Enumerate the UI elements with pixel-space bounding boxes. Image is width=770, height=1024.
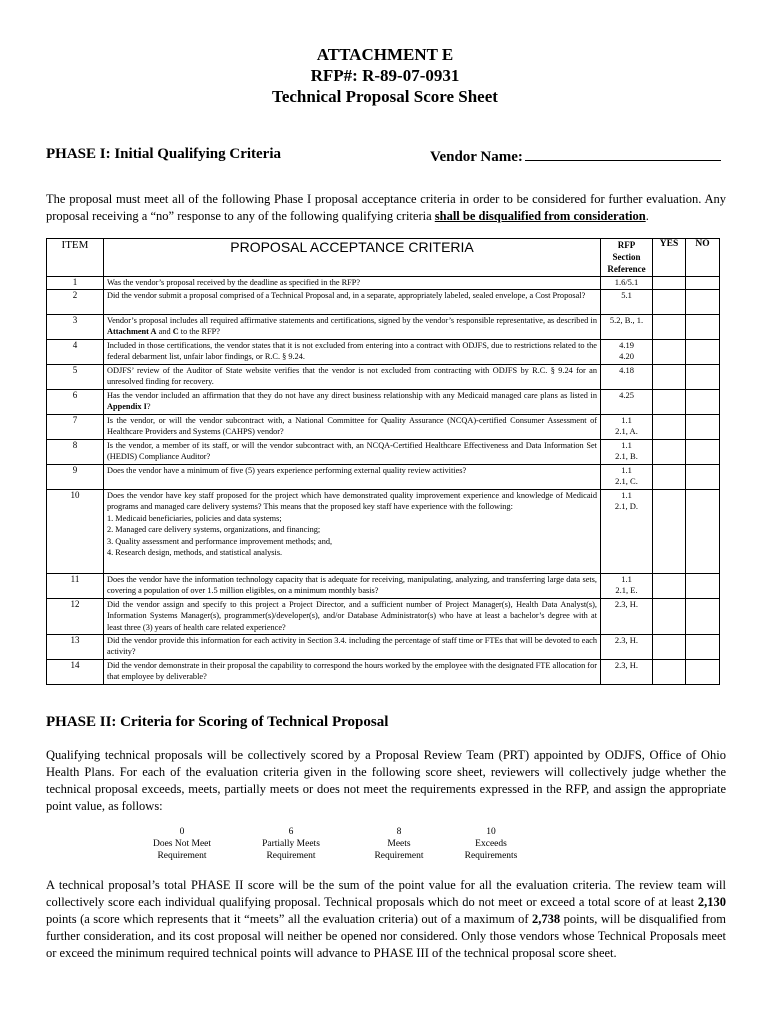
phase1-intro-text: The proposal must meet all of the following Phase I proposal acceptance criteria in order to be considered for further evaluation. Any proposal receiving a “no” response to any of the following qualifying criteria bbox=[46, 192, 726, 223]
criterion-text-part: to the RFP? bbox=[178, 327, 220, 336]
column-header-reference bbox=[601, 239, 653, 277]
scale-label: Requirement bbox=[374, 851, 424, 861]
criterion-text: Did the vendor provide this information for each activity in Section 3.4. including the percentage of staff time or FTEs that will be devoted to each activity? bbox=[104, 634, 601, 659]
reference-line: 2.1, A. bbox=[615, 426, 638, 436]
disqualified-emphasis: shall be disqualified from consideration bbox=[434, 209, 646, 223]
section-reference bbox=[601, 573, 653, 598]
reference-line: 1.1 bbox=[621, 439, 632, 450]
section-reference: 5.2, B., 1. bbox=[601, 314, 653, 339]
table-row bbox=[47, 314, 720, 339]
criterion-text: Is the vendor, or will the vendor subcontract with, a National Committee for Quality Assurance (NCQA)-certified Consumer Assessment of Healthcare Providers and Systems (CAHPS) vendor? bbox=[104, 414, 601, 439]
table-row bbox=[47, 439, 720, 464]
no-cell[interactable] bbox=[686, 634, 720, 659]
item-number: 2 bbox=[47, 289, 104, 314]
criterion-text: Does the vendor have the information technology capacity that is adequate for receiving, manipulating, analyzing, and transferring large data sets, covering a population of over 1.5 million eligibles, on a minimum monthly basis? bbox=[104, 573, 601, 598]
criterion-text: Did the vendor demonstrate in their proposal the capability to correspond the hours worked by the employee with the designated FTE allocation for that employee by deliverable? bbox=[104, 659, 601, 684]
scale-label: Requirements bbox=[464, 851, 518, 861]
reference-line: 1.1 bbox=[621, 573, 632, 584]
table-row bbox=[47, 464, 720, 489]
reference-line: 2.1, D. bbox=[614, 501, 639, 511]
yes-cell[interactable] bbox=[653, 659, 686, 684]
reference-line: 4.19 bbox=[619, 339, 634, 350]
reference-line: 2.1, C. bbox=[615, 476, 638, 486]
reference-line: 2.1, B. bbox=[615, 451, 638, 461]
vendor-name-blank[interactable] bbox=[525, 146, 721, 161]
table-row bbox=[47, 339, 720, 364]
no-cell[interactable] bbox=[686, 364, 720, 389]
criterion-text-main: Does the vendor have key staff proposed for the project which have demonstrated quality improvement experience and knowledge of Medicaid programs and managed care delivery systems? This means that the proposed key staff have experience with the following: bbox=[107, 490, 597, 511]
table-row bbox=[47, 364, 720, 389]
scale-points: 6 bbox=[288, 827, 294, 837]
no-cell[interactable] bbox=[686, 439, 720, 464]
no-cell[interactable] bbox=[686, 289, 720, 314]
scale-points: 10 bbox=[486, 827, 496, 837]
section-reference bbox=[601, 489, 653, 573]
scale-label: Meets bbox=[387, 839, 411, 849]
phase1-intro bbox=[46, 191, 726, 225]
sheet-title: Technical Proposal Score Sheet bbox=[272, 87, 498, 106]
no-cell[interactable] bbox=[686, 277, 720, 290]
scale-label: Partially Meets bbox=[262, 839, 320, 849]
scale-item-does-not-meet bbox=[132, 826, 232, 862]
item-number: 1 bbox=[47, 277, 104, 290]
criterion-text: ODJFS’ review of the Auditor of State website verifies that the vendor is not excluded from contracting with ODJFS by R.C. § 9.24 for an unresolved finding for recovery. bbox=[104, 364, 601, 389]
scale-item-exceeds bbox=[441, 826, 541, 862]
no-cell[interactable] bbox=[686, 314, 720, 339]
section-reference bbox=[601, 414, 653, 439]
criterion-text: Did the vendor submit a proposal comprised of a Technical Proposal and, in a separate, appropriately labeled, sealed envelope, a Cost Proposal? bbox=[104, 289, 601, 314]
phase2-heading: PHASE II: Criteria for Scoring of Technical Proposal bbox=[46, 714, 389, 730]
criterion-text: Does the vendor have a minimum of five (5) years experience performing external quality review activities? bbox=[104, 464, 601, 489]
criterion-text-part: Vendor’s proposal includes all required affirmative statements and certifications, signed by the vendor’s responsible representative, as described in bbox=[107, 315, 597, 325]
yes-cell[interactable] bbox=[653, 339, 686, 364]
no-cell[interactable] bbox=[686, 339, 720, 364]
no-cell[interactable] bbox=[686, 389, 720, 414]
no-cell[interactable] bbox=[686, 414, 720, 439]
criterion-text: Was the vendor’s proposal received by the deadline as specified in the RFP? bbox=[104, 277, 601, 290]
acceptance-criteria-table bbox=[46, 238, 720, 685]
yes-cell[interactable] bbox=[653, 389, 686, 414]
list-item: 2. Managed care delivery systems, organizations, and financing; bbox=[107, 525, 321, 534]
item-number: 8 bbox=[47, 439, 104, 464]
criterion-text-part: Has the vendor included an affirmation that they do not have any direct business relationship with any Medicaid managed care plans as listed in bbox=[107, 390, 597, 400]
reference-line: 4.20 bbox=[619, 351, 634, 361]
item-number: 12 bbox=[47, 598, 104, 634]
list-item: 1. Medicaid beneficiaries, policies and data systems; bbox=[107, 513, 282, 523]
criterion-text bbox=[104, 314, 601, 339]
rfp-number: RFP#: R-89-07-0931 bbox=[310, 66, 460, 85]
table-row bbox=[47, 277, 720, 290]
table-row bbox=[47, 659, 720, 684]
vendor-name-label: Vendor Name: bbox=[430, 149, 523, 165]
item-number: 9 bbox=[47, 464, 104, 489]
yes-cell[interactable] bbox=[653, 439, 686, 464]
scale-label: Requirement bbox=[266, 851, 316, 861]
table-row bbox=[47, 573, 720, 598]
yes-cell[interactable] bbox=[653, 598, 686, 634]
criterion-text bbox=[104, 389, 601, 414]
phase2-intro: Qualifying technical proposals will be collectively scored by a Proposal Review Team (PRT) appointed by ODJFS, Office of Ohio Health Plans. For each of the evaluation criteria given in the following score sheet, reviewers will collectively judge whether the technical proposal exceeds, meets, partially meets or does not meet the requirements expressed in the RFP, and assign the appropriate point value, as follows: bbox=[46, 748, 726, 813]
attachment-title: ATTACHMENT E bbox=[316, 45, 454, 64]
item-number: 14 bbox=[47, 659, 104, 684]
reference-line: 1.1 bbox=[621, 464, 632, 475]
item-number: 7 bbox=[47, 414, 104, 439]
section-reference bbox=[601, 464, 653, 489]
reference-line: 2.1, E. bbox=[615, 585, 638, 595]
table-row bbox=[47, 489, 720, 573]
rules-text: points (a score which represents that it “meets” all the evaluation criteria) out of a maximum of bbox=[46, 912, 533, 926]
column-header-yes: YES bbox=[653, 239, 686, 277]
table-row bbox=[47, 289, 720, 314]
section-reference: 4.25 bbox=[601, 389, 653, 414]
no-cell[interactable] bbox=[686, 598, 720, 634]
criterion-text: Did the vendor assign and specify to this project a Project Director, and a sufficient number of Project Manager(s), Health Data Analyst(s), Information Systems Manager(s), programmer(s)/developer(s), and/or Database Administrator(s) who have at least a bachelor’s degree with at least three (3) years of health care related experience? bbox=[104, 598, 601, 634]
scale-item-partially-meets bbox=[241, 826, 341, 862]
item-number: 6 bbox=[47, 389, 104, 414]
scale-label: Exceeds bbox=[475, 839, 507, 849]
column-header-no: NO bbox=[686, 239, 720, 277]
document-title bbox=[0, 44, 770, 107]
yes-cell[interactable] bbox=[653, 414, 686, 439]
item-number: 3 bbox=[47, 314, 104, 339]
table-header-row bbox=[47, 239, 720, 277]
scale-label: Requirement bbox=[157, 851, 207, 861]
table-row bbox=[47, 389, 720, 414]
section-reference: 5.1 bbox=[601, 289, 653, 314]
section-reference: 2.3, H. bbox=[601, 634, 653, 659]
vendor-name-field bbox=[430, 146, 721, 166]
ref-header-line2: Section bbox=[612, 252, 641, 262]
item-number: 5 bbox=[47, 364, 104, 389]
section-reference: 2.3, H. bbox=[601, 598, 653, 634]
criterion-text-part: and bbox=[156, 327, 173, 336]
list-item: 4. Research design, methods, and statistical analysis. bbox=[107, 548, 283, 557]
no-cell[interactable] bbox=[686, 464, 720, 489]
criterion-text: Is the vendor, a member of its staff, or will the vendor subcontract with, an NCQA-Certified Healthcare Effectiveness and Data Information Set (HEDIS) Compliance Auditor? bbox=[104, 439, 601, 464]
ref-header-line3: Reference bbox=[607, 264, 646, 274]
scale-points: 8 bbox=[396, 827, 402, 837]
appendix-i-ref: Appendix I bbox=[107, 402, 147, 411]
item-number: 4 bbox=[47, 339, 104, 364]
rules-text: A technical proposal’s total PHASE II score will be the sum of the point value for all the evaluation criteria. The review team will collectively score each individual qualifying proposal. Technical proposals which do not meet or exceed a total score of at least bbox=[46, 878, 726, 909]
table-row bbox=[47, 634, 720, 659]
ref-header-line1: RFP bbox=[617, 240, 636, 250]
column-header-item: ITEM bbox=[47, 239, 104, 277]
column-header-criteria: PROPOSAL ACCEPTANCE CRITERIA bbox=[104, 239, 601, 277]
yes-cell[interactable] bbox=[653, 464, 686, 489]
criterion-text bbox=[104, 489, 601, 573]
yes-cell[interactable] bbox=[653, 289, 686, 314]
reference-line: 1.1 bbox=[621, 489, 632, 500]
scale-points: 0 bbox=[179, 827, 185, 837]
table-row bbox=[47, 598, 720, 634]
yes-cell[interactable] bbox=[653, 573, 686, 598]
attachment-a-ref: Attachment A bbox=[107, 327, 157, 336]
rules-text: points, will be disqualified from further consideration, and its cost proposal will neither be opened nor considered. Only those vendors whose Technical Proposals meet or exceed the minimum required technical points will advance to PHASE III of the technical proposal score sheet. bbox=[46, 912, 726, 960]
section-reference bbox=[601, 439, 653, 464]
yes-cell[interactable] bbox=[653, 364, 686, 389]
phase2-scoring-rules bbox=[46, 877, 726, 962]
section-reference bbox=[601, 339, 653, 364]
minimum-score: 2,130 bbox=[697, 895, 726, 909]
no-cell[interactable] bbox=[686, 489, 720, 573]
no-cell[interactable] bbox=[686, 659, 720, 684]
reference-line: 1.1 bbox=[621, 414, 632, 425]
section-reference: 2.3, H. bbox=[601, 659, 653, 684]
item-number: 13 bbox=[47, 634, 104, 659]
item-number: 10 bbox=[47, 489, 104, 573]
yes-cell[interactable] bbox=[653, 634, 686, 659]
table-row bbox=[47, 414, 720, 439]
criterion-text: Included in those certifications, the vendor states that it is not excluded from entering into a contract with ODJFS, due to restrictions related to the federal debarment list, unfair labor findings, or R.C. § 9.24. bbox=[104, 339, 601, 364]
scale-label: Does Not Meet bbox=[152, 839, 212, 849]
attachment-c-ref: C bbox=[172, 327, 179, 336]
section-reference: 1.6/5.1 bbox=[601, 277, 653, 290]
yes-cell[interactable] bbox=[653, 277, 686, 290]
section-reference: 4.18 bbox=[601, 364, 653, 389]
scale-item-meets bbox=[349, 826, 449, 862]
phase1-intro-end: . bbox=[645, 209, 649, 223]
criterion-text-part: ? bbox=[146, 402, 151, 411]
yes-cell[interactable] bbox=[653, 489, 686, 573]
yes-cell[interactable] bbox=[653, 314, 686, 339]
maximum-score: 2,738 bbox=[532, 912, 561, 926]
item-number: 11 bbox=[47, 573, 104, 598]
no-cell[interactable] bbox=[686, 573, 720, 598]
phase1-heading: PHASE I: Initial Qualifying Criteria bbox=[46, 146, 282, 162]
list-item: 3. Quality assessment and performance improvement methods; and, bbox=[107, 536, 333, 546]
